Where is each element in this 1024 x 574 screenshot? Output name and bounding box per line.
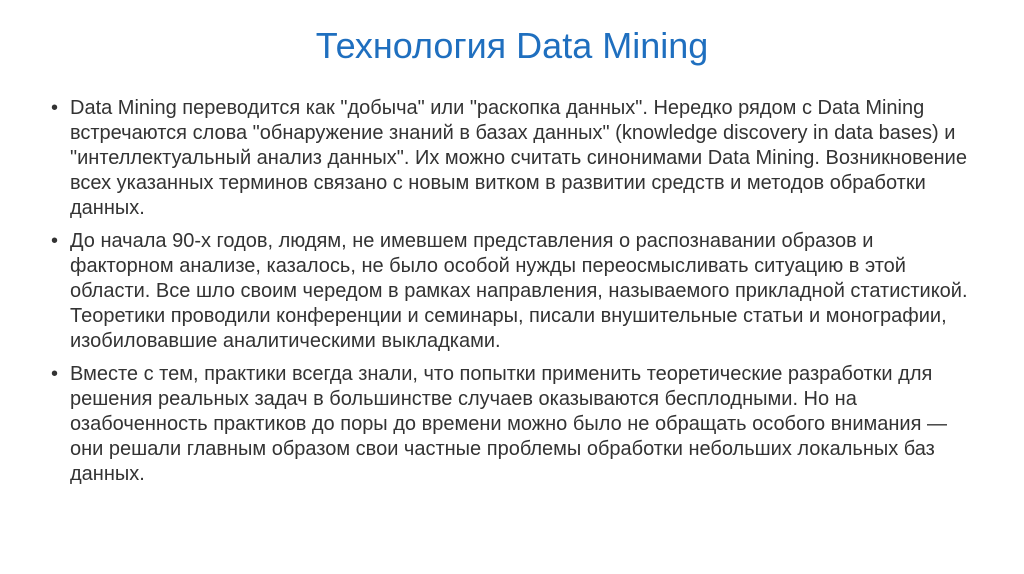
bullet-list: [44, 96, 974, 495]
slide-title: Технология Data Mining: [315, 25, 709, 66]
bullet-text: Вместе с тем, практики всегда знали, что попытки применить теоретические разработки для решения реальных задач в большинстве случаев оказываются бесплодными. Но на озабоченность практиков до поры до времени можно было не обращать особого внимания — они решали главным образом свои частные проблемы обработки небольших локальных баз данных.: [70, 363, 947, 485]
bullet-item-2: [44, 229, 974, 354]
bullet-item-1: [44, 96, 974, 221]
bullet-marker-icon: •: [51, 97, 59, 119]
bullet-marker-icon: •: [51, 363, 59, 385]
bullet-text: До начала 90-х годов, людям, не имевшем представления о распознавании образов и факторном анализе, казалось, не было особой нужды переосмысливать ситуацию в этой области. Все шло своим чередом в рамках направления, называемого прикладной статистикой. Теоретики проводили конференции и семинары, писали внушительные статьи и монографии, изобиловавшие аналитическими выкладками.: [70, 230, 968, 352]
bullet-item-3: [44, 362, 974, 487]
bullet-text: Data Mining переводится как "добыча" или "раскопка данных". Нередко рядом с Data Mining встречаются слова "обнаружение знаний в базах данных" (knowledge discovery in data bases) и "интеллектуальный анализ данных". Их можно считать синонимами Data Mining. Возникновение всех указанных терминов связано с новым витком в развитии средств и методов обработки данных.: [70, 97, 967, 219]
bullet-marker-icon: •: [51, 230, 59, 252]
